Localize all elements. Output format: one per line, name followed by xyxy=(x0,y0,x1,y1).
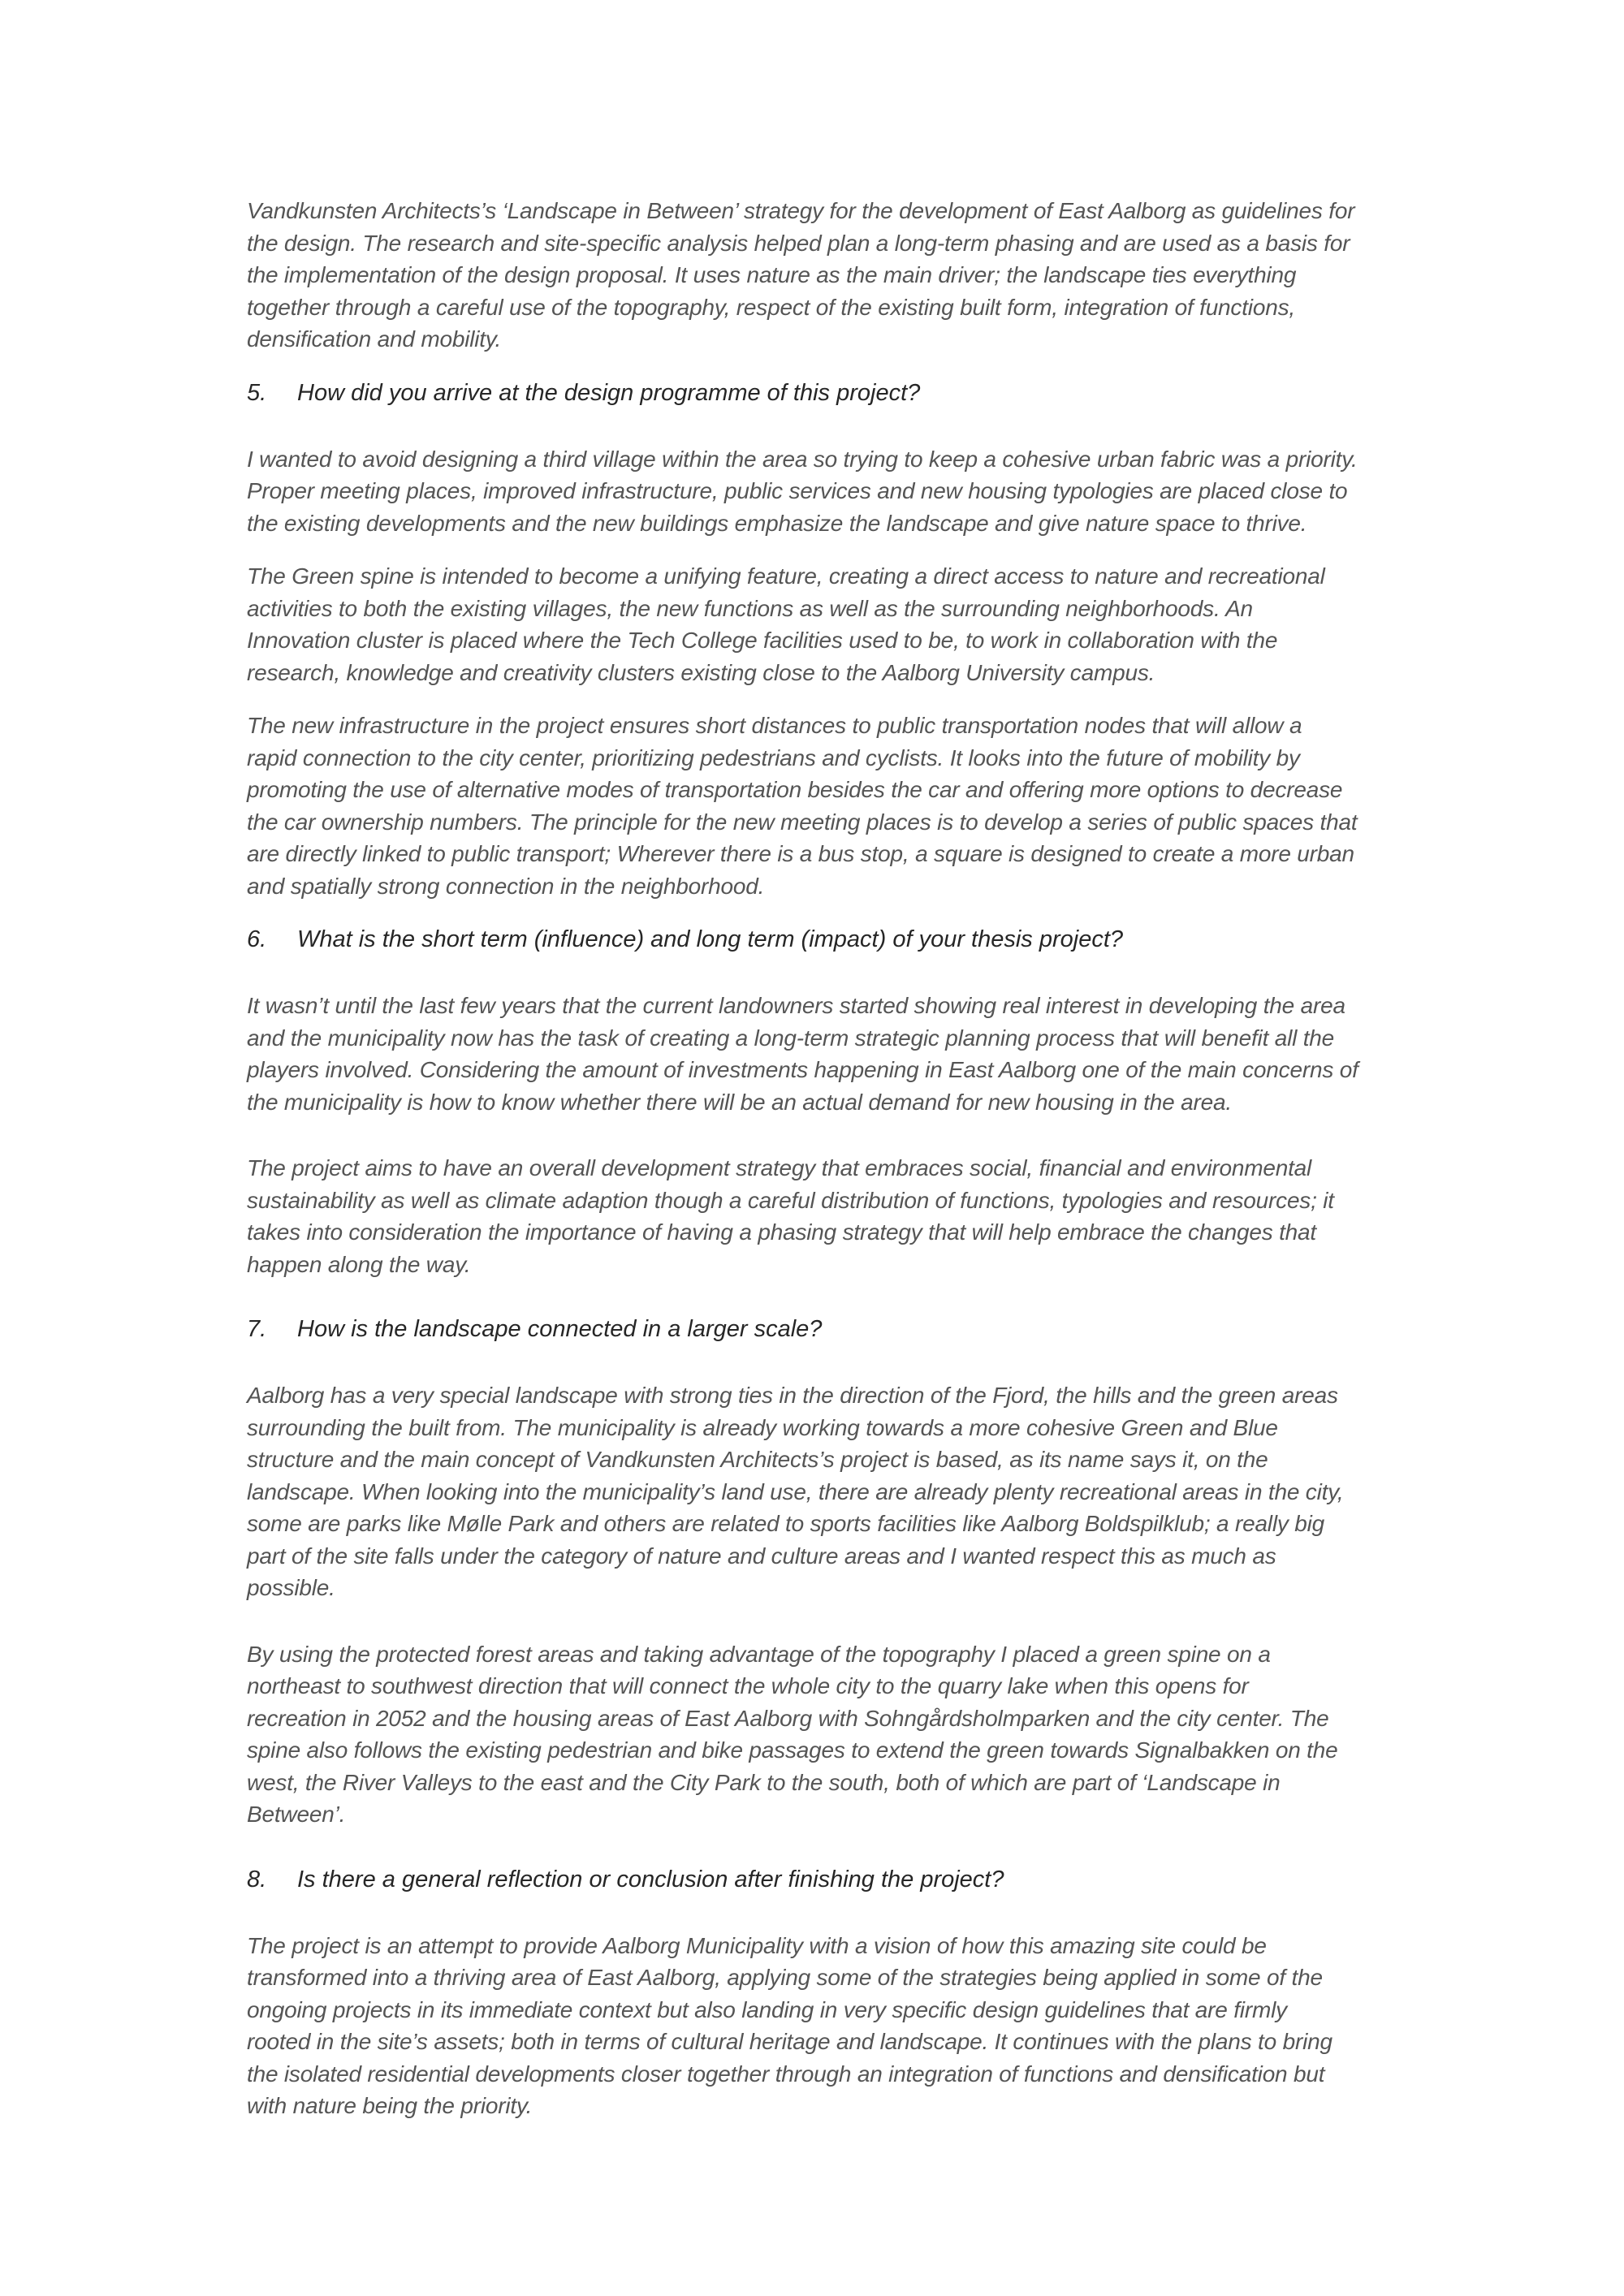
paragraph-line: By using the protected forest areas and taking advantage of the topography I placed a green spine on a xyxy=(247,1641,1271,1667)
paragraph-line: possible. xyxy=(247,1575,335,1600)
paragraph-line: some are parks like Mølle Park and others are related to sports facilities like Aalborg Boldspilklub; a really big xyxy=(247,1511,1324,1536)
q6-paragraph-1 xyxy=(247,990,1440,1118)
paragraph-line: I wanted to avoid designing a third village within the area so trying to keep a cohesive urban fabric was a priority. xyxy=(247,446,1358,472)
paragraph-line: structure and the main concept of Vandkunsten Architects’s project is based, as its name says it, on the xyxy=(247,1447,1268,1472)
question-6-heading xyxy=(247,923,1440,956)
paragraph-line: the car ownership numbers. The principle for the new meeting places is to develop a series of public spaces that xyxy=(247,809,1358,835)
q6-paragraph-2 xyxy=(247,1152,1440,1280)
paragraph-line: together through a careful use of the topography, respect of the existing built form, integration of functions, xyxy=(247,294,1295,320)
question-text: What is the short term (influence) and long term (impact) of your thesis project? xyxy=(297,926,1124,952)
question-text: Is there a general reflection or conclusion after finishing the project? xyxy=(297,1866,1004,1892)
paragraph-line: transformed into a thriving area of East Aalborg, applying some of the strategies being applied in some of the xyxy=(247,1965,1323,1990)
paragraph-line: and the municipality now has the task of creating a long-term strategic planning process that will benefit all the xyxy=(247,1025,1335,1051)
paragraph-line: the implementation of the design proposal. It uses nature as the main driver; the landscape ties everything xyxy=(247,262,1297,287)
intro-paragraph xyxy=(247,195,1440,356)
document-page xyxy=(247,195,1440,2122)
paragraph-line: the design. The research and site-specific analysis helped plan a long-term phasing and are used as a basis for xyxy=(247,230,1350,256)
question-text: How did you arrive at the design programme of this project? xyxy=(297,379,921,406)
question-7-heading xyxy=(247,1313,1440,1345)
paragraph-line: Aalborg has a very special landscape with strong ties in the direction of the Fjord, the hills and the green areas xyxy=(247,1383,1338,1408)
q8-paragraph-1 xyxy=(247,1930,1440,2122)
paragraph-line: landscape. When looking into the municipality’s land use, there are already plenty recreational areas in the city, xyxy=(247,1478,1344,1504)
paragraph-line: research, knowledge and creativity clusters existing close to the Aalborg University campus. xyxy=(247,659,1155,685)
paragraph-line: surrounding the built from. The municipality is already working towards a more cohesive Green and Blue xyxy=(247,1414,1278,1440)
paragraph-line: happen along the way. xyxy=(247,1251,471,1277)
paragraph-line: are directly linked to public transport; Wherever there is a bus stop, a square is designed to create a more urban xyxy=(247,841,1354,866)
paragraph-line: the isolated residential developments closer together through an integration of functions and densification but xyxy=(247,2061,1325,2087)
question-number: 8. xyxy=(247,1866,267,1892)
paragraph-line: The Green spine is intended to become a unifying feature, creating a direct access to nature and recreational xyxy=(247,563,1325,589)
question-8-heading xyxy=(247,1863,1440,1896)
paragraph-line: sustainability as well as climate adaption though a careful distribution of functions, typologies and resources; it xyxy=(247,1187,1334,1213)
paragraph-line: part of the site falls under the category of nature and culture areas and I wanted respect this as much as xyxy=(247,1543,1276,1569)
paragraph-line: promoting the use of alternative modes of transportation besides the car and offering more options to decrease xyxy=(247,777,1343,802)
paragraph-line: with nature being the priority. xyxy=(247,2093,533,2118)
paragraph-line: The project is an attempt to provide Aalborg Municipality with a vision of how this amazing site could be xyxy=(247,1932,1267,1958)
paragraph-line: recreation in 2052 and the housing areas of East Aalborg with Sohngårdsholmparken and the city center. The xyxy=(247,1705,1329,1731)
q5-paragraph-1 xyxy=(247,443,1440,540)
paragraph-line: activities to both the existing villages, the new functions as well as the surrounding neighborhoods. An xyxy=(247,595,1253,621)
question-number: 6. xyxy=(247,926,267,952)
paragraph-line: the existing developments and the new buildings emphasize the landscape and give nature space to thrive. xyxy=(247,510,1307,536)
q7-paragraph-1 xyxy=(247,1379,1440,1604)
q5-paragraph-2 xyxy=(247,560,1440,688)
paragraph-line: Proper meeting places, improved infrastructure, public services and new housing typologies are placed close to xyxy=(247,478,1348,503)
paragraph-line: Between’. xyxy=(247,1802,346,1827)
paragraph-line: It wasn’t until the last few years that the current landowners started showing real interest in developing the area xyxy=(247,993,1345,1018)
paragraph-line: and spatially strong connection in the neighborhood. xyxy=(247,873,765,899)
paragraph-line: players involved. Considering the amount of investments happening in East Aalborg one of the main concerns of xyxy=(247,1057,1358,1082)
question-number: 5. xyxy=(247,379,267,406)
paragraph-line: Innovation cluster is placed where the Tech College facilities used to be, to work in collaboration with the xyxy=(247,628,1278,653)
paragraph-line: takes into consideration the importance of having a phasing strategy that will help embrace the changes that xyxy=(247,1219,1316,1245)
question-number: 7. xyxy=(247,1316,267,1342)
question-5-heading xyxy=(247,377,1440,409)
paragraph-line: rooted in the site’s assets; both in terms of cultural heritage and landscape. It continues with the plans to bring xyxy=(247,2029,1332,2054)
paragraph-line: rapid connection to the city center, prioritizing pedestrians and cyclists. It looks into the future of mobility by xyxy=(247,744,1300,770)
paragraph-line: the municipality is how to know whether there will be an actual demand for new housing in the area. xyxy=(247,1089,1232,1115)
paragraph-line: densification and mobility. xyxy=(247,326,502,352)
q5-paragraph-3 xyxy=(247,710,1440,902)
paragraph-line: Vandkunsten Architects’s ‘Landscape in Between’ strategy for the development of East Aalborg as guidelines for xyxy=(247,198,1355,223)
question-text: How is the landscape connected in a larger scale? xyxy=(297,1316,823,1342)
q7-paragraph-2 xyxy=(247,1638,1440,1831)
paragraph-line: northeast to southwest direction that will connect the whole city to the quarry lake when this opens for xyxy=(247,1673,1249,1698)
paragraph-line: spine also follows the existing pedestrian and bike passages to extend the green towards Signalbakken on the xyxy=(247,1737,1338,1763)
paragraph-line: ongoing projects in its immediate context but also landing in very specific design guidelines that are firmly xyxy=(247,1996,1287,2022)
paragraph-line: west, the River Valleys to the east and the City Park to the south, both of which are part of ‘Landscape in xyxy=(247,1769,1281,1795)
paragraph-line: The new infrastructure in the project ensures short distances to public transportation nodes that will allow a xyxy=(247,713,1302,738)
paragraph-line: The project aims to have an overall development strategy that embraces social, financial and environmental xyxy=(247,1155,1312,1180)
